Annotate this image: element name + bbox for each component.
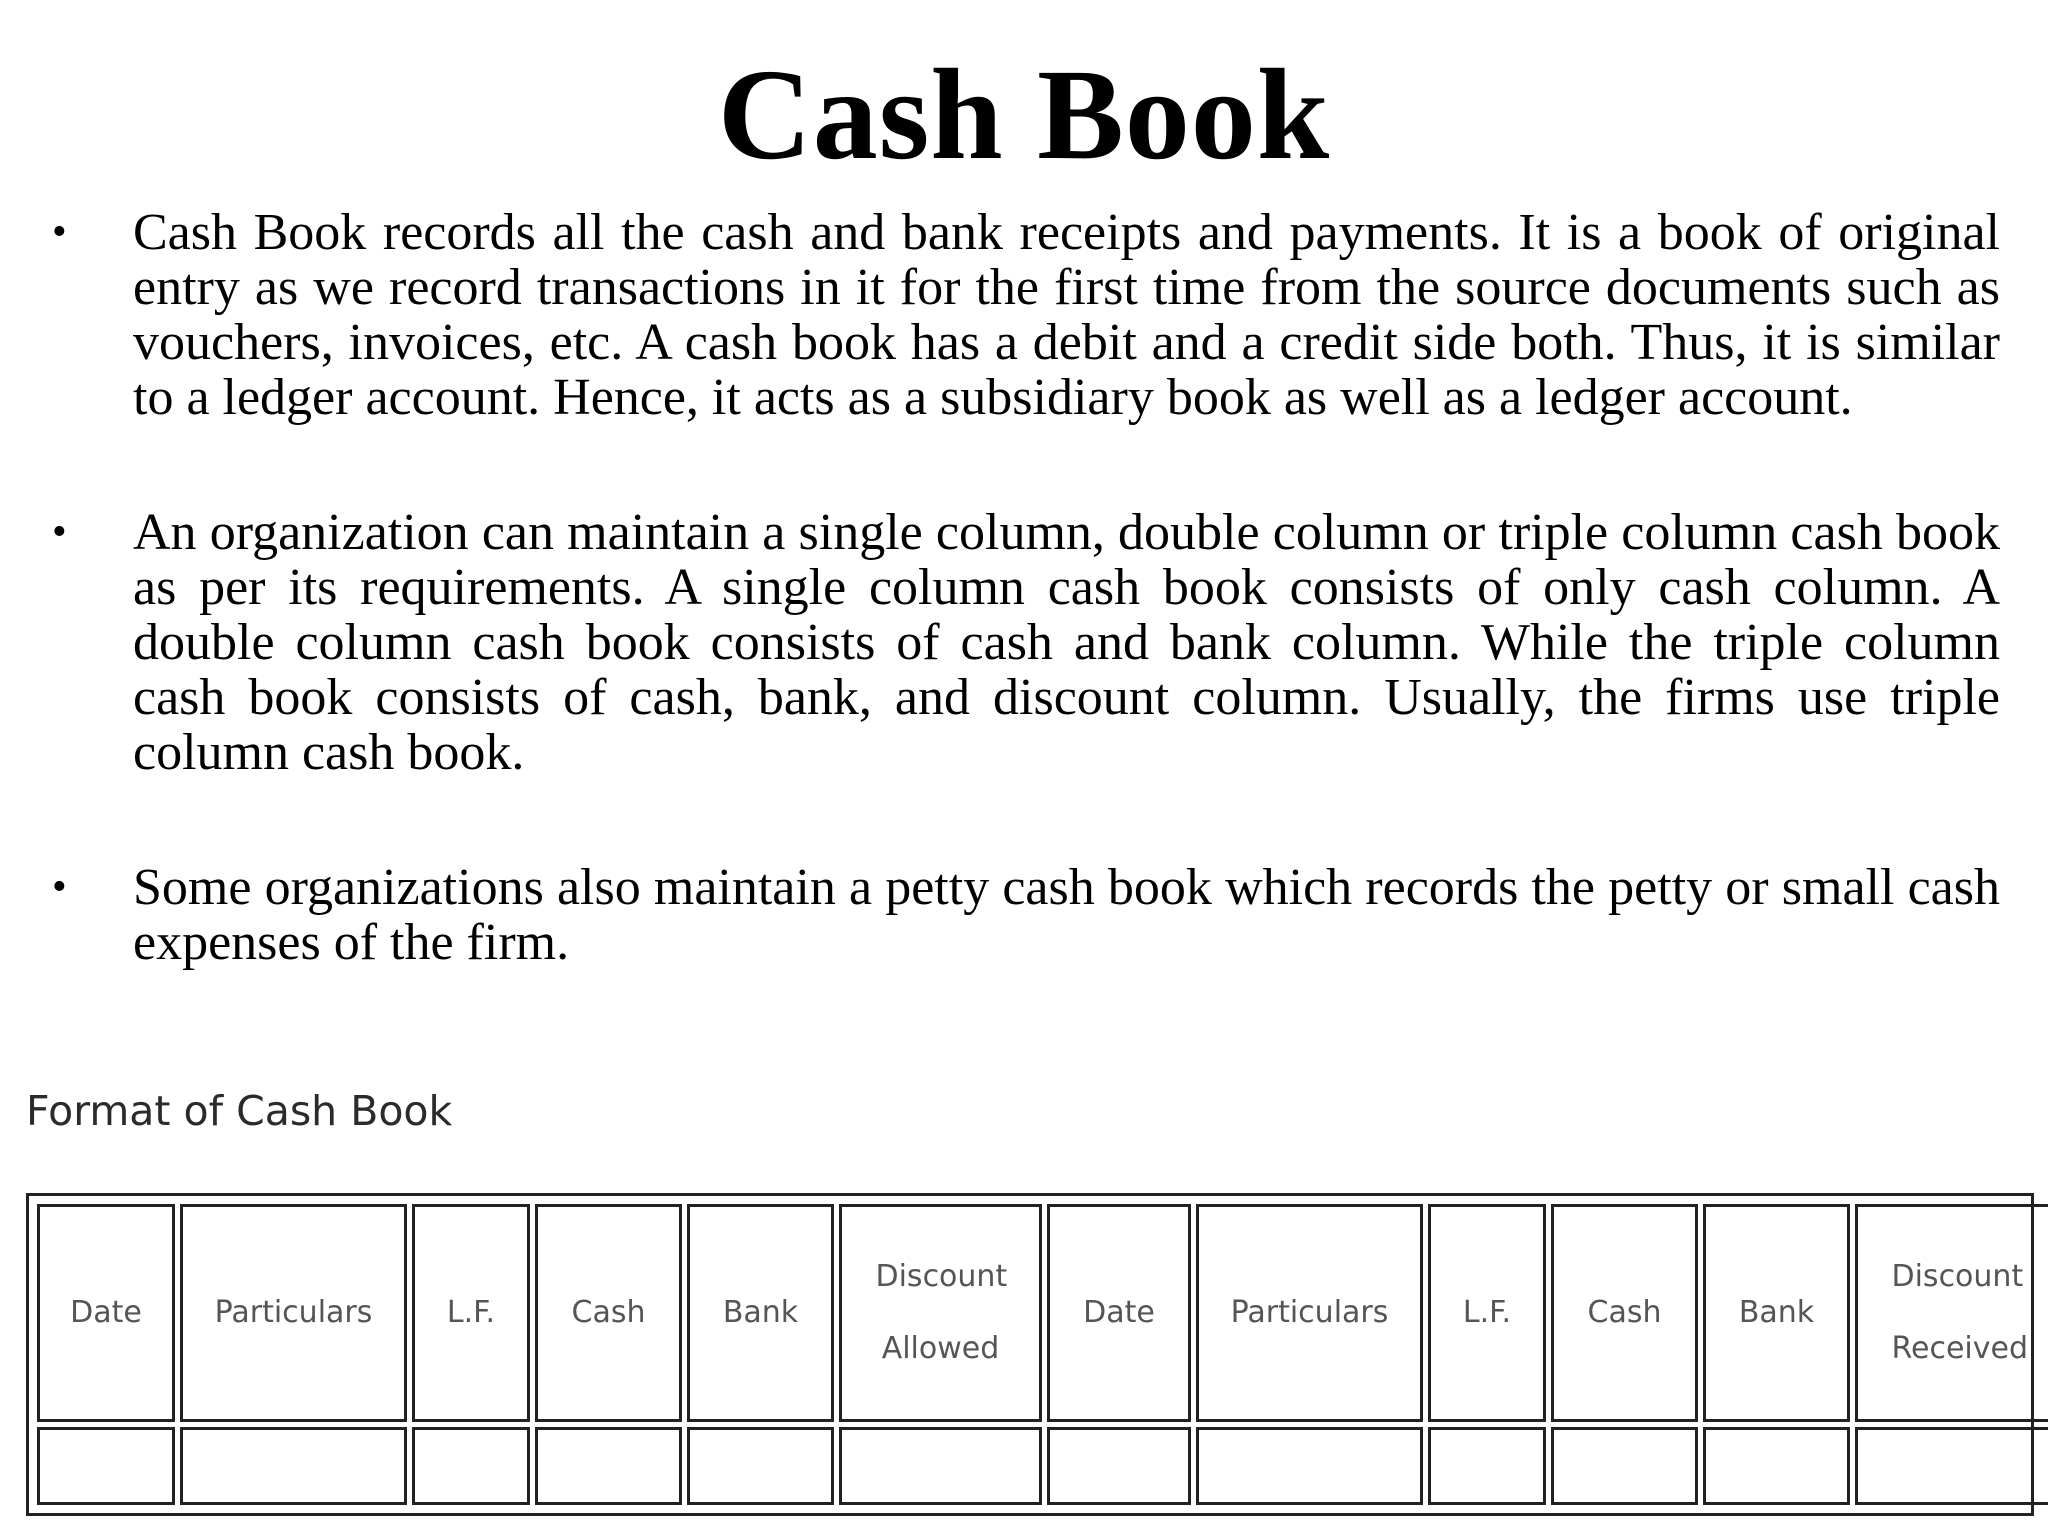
table-header-row (37, 1204, 2048, 1422)
bullet-list (0, 205, 2048, 1050)
table-cell (1703, 1427, 1850, 1505)
bullet-marker: • (52, 209, 67, 255)
table-cell (1428, 1427, 1546, 1505)
discount-received-label: Discount Received (1891, 1259, 2028, 1366)
table-cell (1551, 1427, 1698, 1505)
column-header-date: Date (1047, 1204, 1191, 1422)
bullet-item (0, 860, 2048, 970)
bullet-marker: • (52, 864, 67, 910)
bullet-marker: • (52, 509, 67, 555)
table-cell (839, 1427, 1042, 1505)
column-header-particulars: Particulars (1196, 1204, 1423, 1422)
discount-allowed-label: Discount Allowed (875, 1259, 1008, 1366)
bullet-text: An organization can maintain a single column, double column or triple column cash book as per its requirements. A single column cash book consists of only cash column. A double column cash book consists of cash and bank column. While the triple column cash book consists of cash, bank, and discount column. Usually, the firms use triple column cash book. (133, 504, 2000, 781)
bullet-text: Some organizations also maintain a petty cash book which records the petty or small cash expenses of the firm. (133, 859, 2000, 971)
column-header-date: Date (37, 1204, 175, 1422)
bullet-text: Cash Book records all the cash and bank receipts and payments. It is a book of original entry as we record transactions in it for the first time from the source documents such as vouchers, invoices, etc. A cash book has a debit and a credit side both. Thus, it is similar to a ledger account. Hence, it acts as a subsidiary book as well as a ledger account. (133, 204, 2000, 426)
column-header-bank: Bank (687, 1204, 834, 1422)
column-header-cash: Cash (1551, 1204, 1698, 1422)
table-cell (1047, 1427, 1191, 1505)
column-header-discount-allowed (839, 1204, 1042, 1422)
column-header-bank: Bank (1703, 1204, 1850, 1422)
format-heading: Format of Cash Book (26, 1087, 453, 1135)
column-header-particulars: Particulars (180, 1204, 407, 1422)
cash-book-table-frame (26, 1193, 2034, 1516)
table-cell (1855, 1427, 2048, 1505)
column-header-discount-received (1855, 1204, 2048, 1422)
table-cell (1196, 1427, 1423, 1505)
table-row (37, 1427, 2048, 1505)
page-title: Cash Book (717, 43, 1331, 187)
bullet-item (0, 505, 2048, 780)
column-header-lf: L.F. (1428, 1204, 1546, 1422)
table-cell (535, 1427, 682, 1505)
table-cell (37, 1427, 175, 1505)
table-cell (180, 1427, 407, 1505)
column-header-cash: Cash (535, 1204, 682, 1422)
table-cell (412, 1427, 530, 1505)
column-header-lf: L.F. (412, 1204, 530, 1422)
bullet-item (0, 205, 2048, 425)
table-cell (687, 1427, 834, 1505)
cash-book-table (32, 1199, 2048, 1510)
